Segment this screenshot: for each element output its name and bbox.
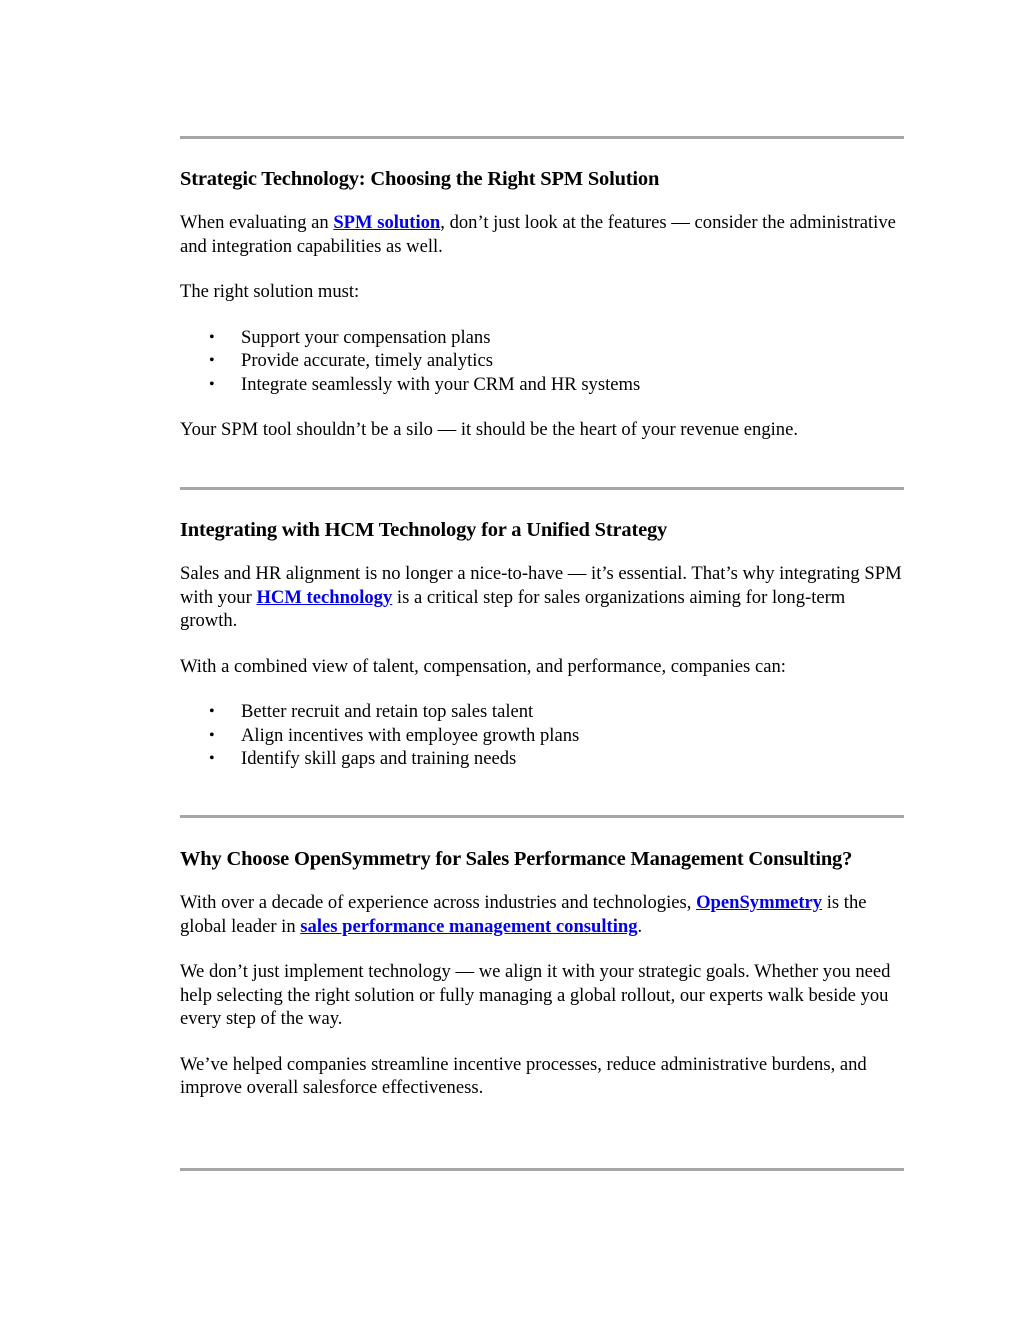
horizontal-rule <box>180 1168 904 1171</box>
paragraph: The right solution must: <box>180 281 360 302</box>
bullet-list <box>180 700 904 771</box>
section-heading: Why Choose OpenSymmetry for Sales Performance Management Consulting? <box>180 848 853 870</box>
bullet-list <box>180 326 904 397</box>
paragraph-text: Sales and HR alignment is no longer a nice-to-have — it’s essential. That’s why integrating SPM with your <box>180 563 902 608</box>
section-spm-solution <box>180 166 904 442</box>
spm-solution-link[interactable]: SPM solution <box>333 212 441 233</box>
horizontal-rule <box>180 487 904 490</box>
paragraph <box>180 562 904 633</box>
horizontal-rule <box>180 815 904 818</box>
horizontal-rule <box>180 136 904 139</box>
paragraph <box>180 891 904 938</box>
hcm-technology-link[interactable]: HCM technology <box>256 586 393 608</box>
paragraph-text: When evaluating an <box>180 212 334 233</box>
paragraph-text: , don’t just look at the features — consider the administrative and integration capabilities as well. <box>180 212 896 257</box>
section-heading: Integrating with HCM Technology for a Unified Strategy <box>180 519 668 541</box>
list-item: • Identify skill gaps and training needs <box>180 747 904 771</box>
paragraph-text: . <box>637 915 643 937</box>
paragraph-text: is the global leader in <box>180 892 867 937</box>
paragraph <box>180 211 904 258</box>
list-item: • Support your compensation plans <box>180 326 904 350</box>
paragraph-text: With over a decade of experience across industries and technologies, <box>180 892 697 913</box>
opensymmetry-link[interactable]: OpenSymmetry <box>696 892 823 913</box>
paragraph: We’ve helped companies streamline incentive processes, reduce administrative burdens, and improve overall salesforce effectiveness. <box>180 1053 867 1098</box>
paragraph: Your SPM tool shouldn’t be a silo — it should be the heart of your revenue engine. <box>180 419 799 440</box>
list-item: • Provide accurate, timely analytics <box>180 349 904 373</box>
list-item: • Align incentives with employee growth plans <box>180 724 904 748</box>
spm-consulting-link[interactable]: sales performance management consulting <box>300 915 638 937</box>
section-why-opensymmetry <box>180 846 904 1100</box>
paragraph: With a combined view of talent, compensation, and performance, companies can: <box>180 655 786 677</box>
list-item: • Better recruit and retain top sales talent <box>180 700 904 724</box>
paragraph: We don’t just implement technology — we align it with your strategic goals. Whether you need help selecting the right solution or fully managing a global rollout, our experts walk beside you every step of the way. <box>180 961 891 1029</box>
section-hcm-technology <box>180 517 904 771</box>
section-heading: Strategic Technology: Choosing the Right SPM Solution <box>180 168 660 190</box>
list-item: • Integrate seamlessly with your CRM and HR systems <box>180 373 904 397</box>
paragraph-text: is a critical step for sales organizations aiming for long-term growth. <box>180 586 846 631</box>
